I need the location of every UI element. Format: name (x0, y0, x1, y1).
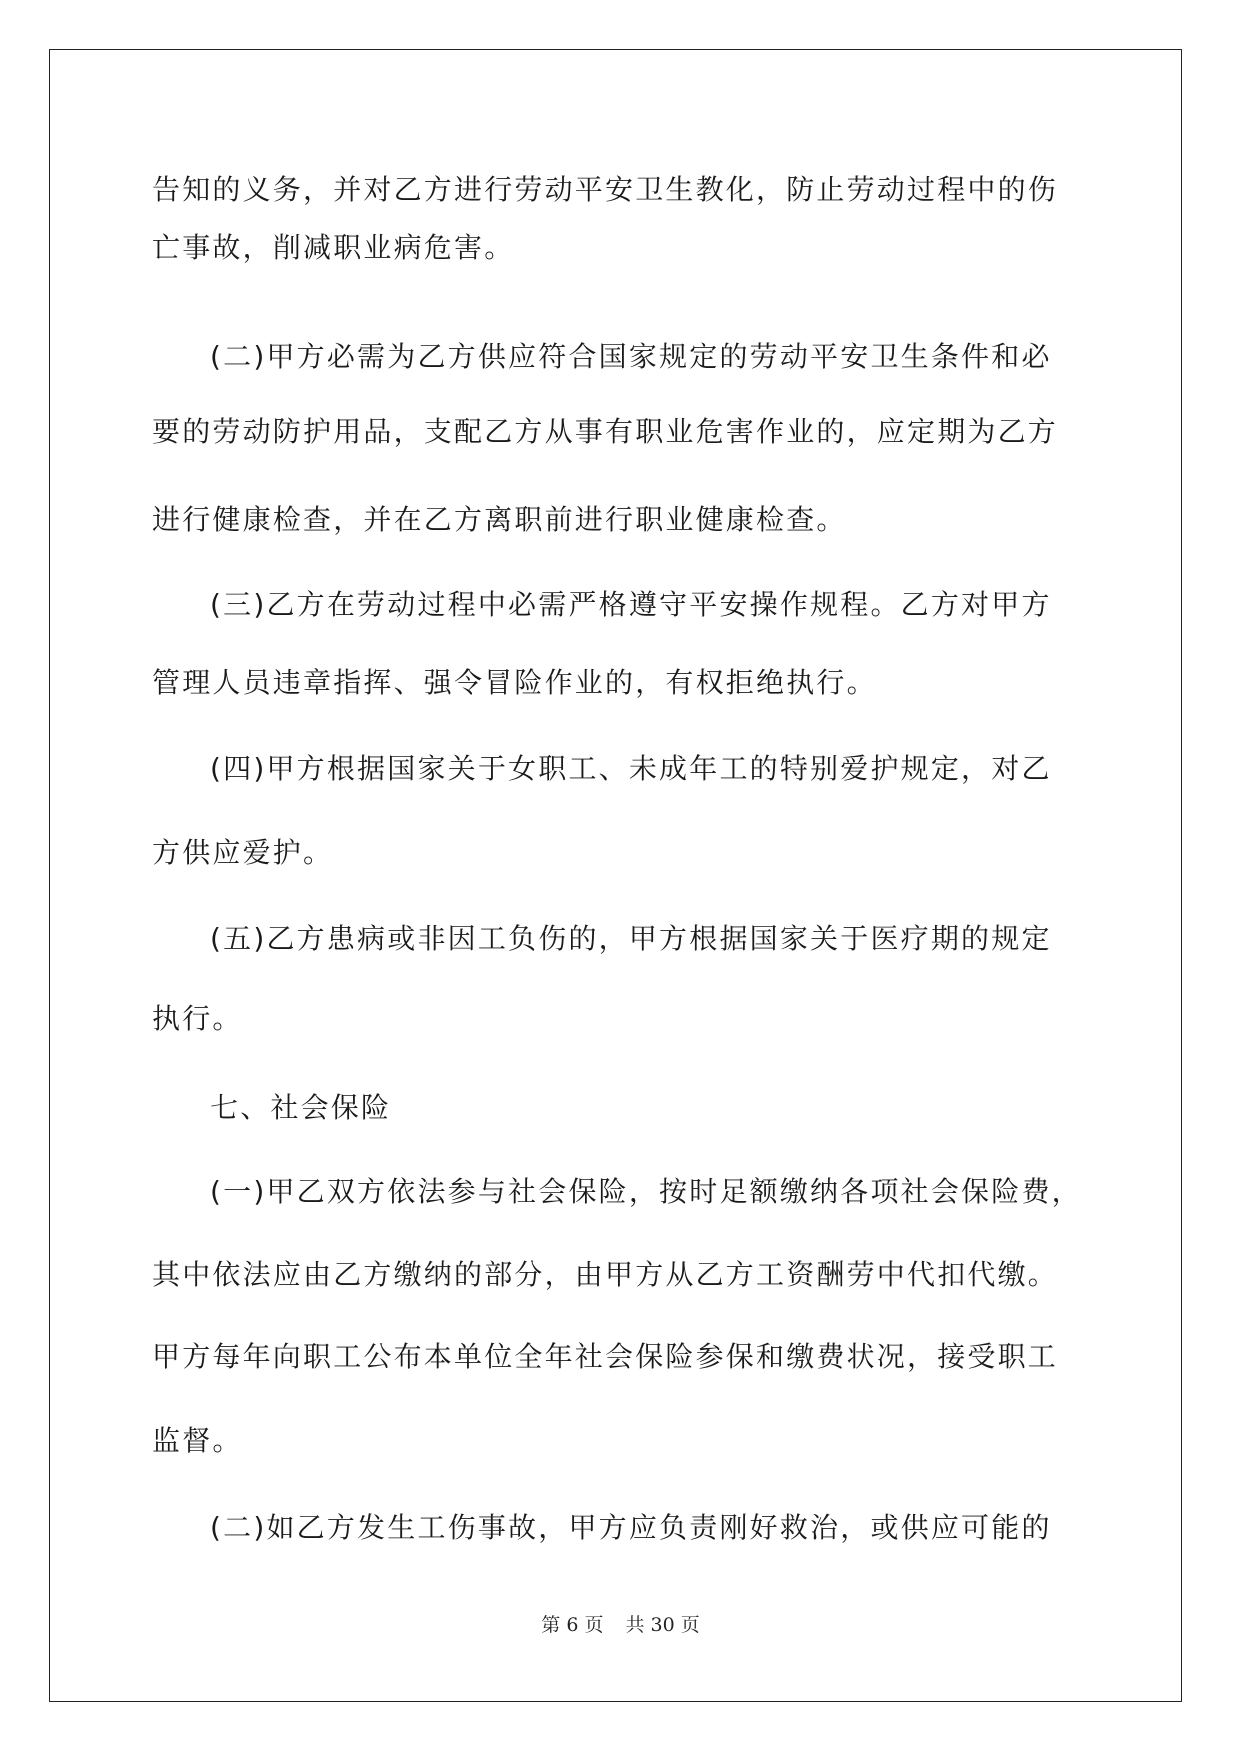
text-line: (二)甲方必需为乙方供应符合国家规定的劳动平安卫生条件和必 (210, 340, 1052, 373)
text-line: (一)甲乙双方依法参与社会保险，按时足额缴纳各项社会保险费， (210, 1175, 1082, 1208)
page-footer (0, 1613, 1241, 1637)
text-line: 甲方每年向职工公布本单位全年社会保险参保和缴费状况，接受职工 (152, 1340, 1059, 1373)
section-heading: 七、社会保险 (210, 1091, 392, 1124)
text-line: (二)如乙方发生工伤事故，甲方应负责刚好救治，或供应可能的 (210, 1511, 1052, 1544)
text-line: 其中依法应由乙方缴纳的部分，由甲方从乙方工资酬劳中代扣代缴。 (152, 1258, 1059, 1291)
text-line: 告知的义务，并对乙方进行劳动平安卫生教化，防止劳动过程中的伤 (152, 173, 1059, 206)
text-line: 进行健康检查，并在乙方离职前进行职业健康检查。 (152, 503, 847, 536)
page-number: 第 6 页 (541, 1614, 604, 1636)
total-pages: 共 30 页 (625, 1614, 700, 1636)
text-line: (五)乙方患病或非因工负伤的，甲方根据国家关于医疗期的规定 (210, 922, 1052, 955)
text-line: 方供应爱护。 (152, 836, 334, 869)
text-line: (三)乙方在劳动过程中必需严格遵守平安操作规程。乙方对甲方 (210, 588, 1052, 621)
text-line: 监督。 (152, 1424, 243, 1457)
text-line: 亡事故，削减职业病危害。 (152, 231, 515, 264)
text-line: 执行。 (152, 1002, 243, 1035)
text-line: (四)甲方根据国家关于女职工、未成年工的特别爱护规定，对乙 (210, 752, 1052, 785)
text-line: 要的劳动防护用品，支配乙方从事有职业危害作业的，应定期为乙方 (152, 415, 1059, 448)
text-line: 管理人员违章指挥、强令冒险作业的，有权拒绝执行。 (152, 666, 877, 699)
